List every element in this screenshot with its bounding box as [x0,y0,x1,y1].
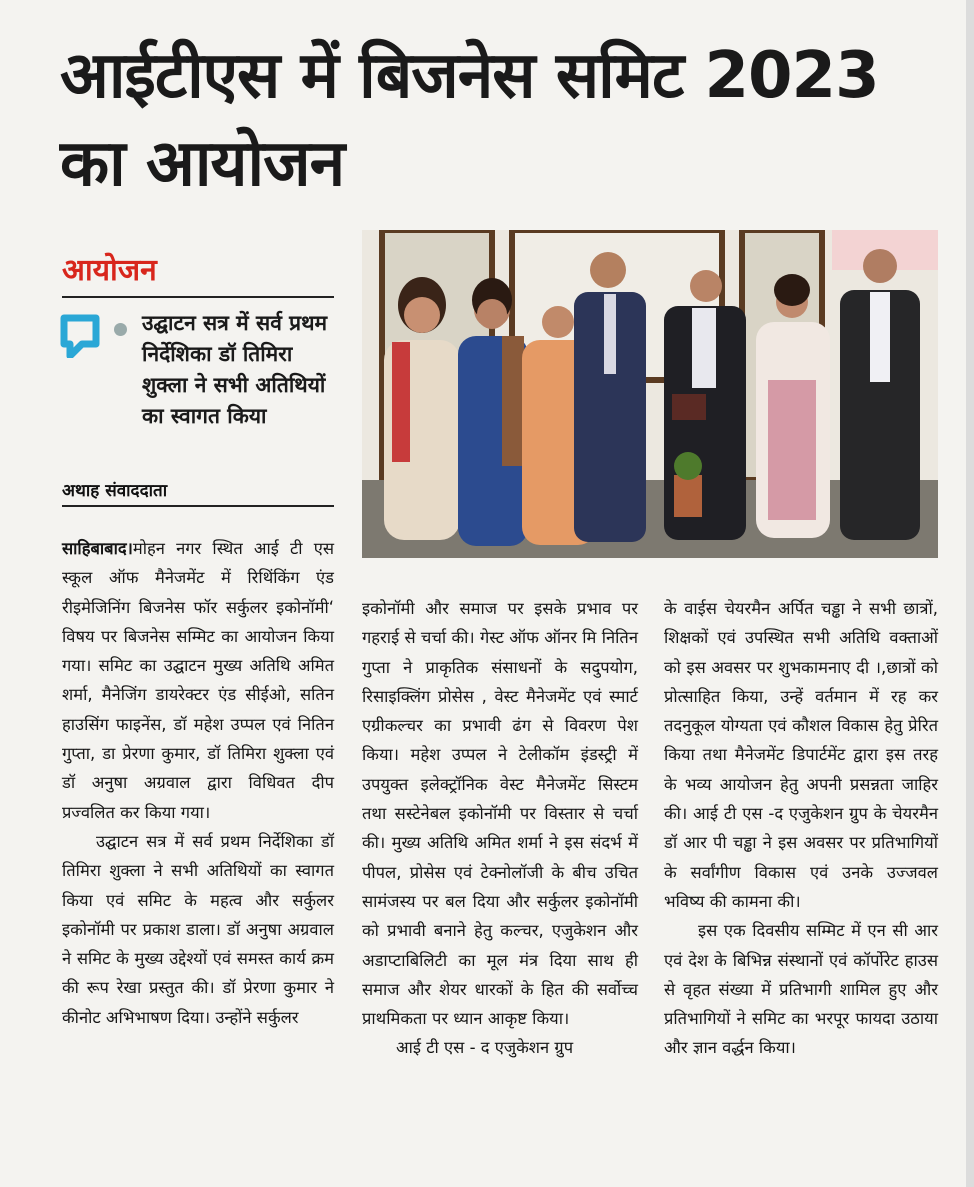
paragraph: उद्घाटन सत्र में सर्व प्रथम निर्देशिका डॉ तिमिरा शुक्ला ने सभी अतिथियों का स्वागत किया एवं समिट के महत्व और सर्कुलर इकोनॉमी पर प्रकाश डाला। डॉ अनुषा अग्रवाल ने समिट के मुख्य उद्देश्यों एवं समस्त कार्य क्रम की रूप रेखा प्रस्तुत की। डॉ प्रेरणा कुमार ने कीनोट अभिभाषण दिया। उन्होंने सर्कुलर [62,831,334,1027]
byline: अथाह संवाददाता [62,481,168,501]
subheadline: उद्घाटन सत्र में सर्व प्रथम निर्देशिका डॉ तिमिरा शुक्ला ने सभी अतिथियों का स्वागत किया [142,311,328,428]
page-edge [966,0,974,1187]
article-column-3 [664,594,938,1063]
category-label: आयोजन [62,253,157,288]
category-rule [62,296,334,298]
group-photo-icon [362,230,938,558]
pin-icon [60,314,100,358]
byline-rule [62,505,334,507]
paragraph: मोहन नगर स्थित आई टी एस स्कूल ऑफ मैनेजमेंट में रिथिंकिंग एंड रीइमेजिनिंग बिजनेस फॉर सर्कुलर इकोनॉमी‘ विषय पर बिजनेस सम्मिट का आयोजन किया गया। समिट का उद्घाटन मुख्य अतिथि अमित शर्मा, मैनेजिंग डायरेक्टर एंड सीईओ, सतिन हाउसिंग फाइनेंस, डॉ महेश उप्पल एवं नितिन गुप्ता, डा प्रेरणा कुमार, डॉ तिमिरा शुक्ला एवं डॉ अनुषा अग्रवाल द्वारा विधिवत दीप प्रज्वलित कर किया गया। [62,539,334,822]
headline: आईटीएस में बिजनेस समिट 2023 का आयोजन [60,39,879,201]
paragraph: इकोनॉमी और समाज पर इसके प्रभाव पर गहराई से चर्चा की। गेस्ट ऑफ ऑनर मि नितिन गुप्ता ने प्राकृतिक संसाधनों के सदुपयोग, रिसाइक्लिंग प्रोसेस , वेस्ट मैनेजमेंट एवं स्मार्ट एग्रीकल्चर का प्रभावी ढंग से विवरण पेश किया। महेश उप्पल ने टेलीकॉम इंडस्ट्री में उपयुक्त इलेक्ट्रॉनिक वेस्ट मैनेजमेंट सिस्टम तथा सस्टेनेबल इकोनॉमी पर विस्तार से चर्चा की। मुख्य अतिथि अमित शर्मा ने इस संदर्भ में पीपल, प्रोसेस एवं टेक्नोलॉजी के बीच उचित सामंजस्य पर बल दिया और सर्कुलर इकोनॉमी को प्रभावी बनाने हेतु कल्चर, एजुकेशन और अडाप्टाबिलिटी का मूल मंत्र दिया साथ ही समाज और शेयर धारकों के हित की सर्वोच्च प्राथमिकता पर ध्यान आकृष्ट किया। [362,599,638,1029]
paragraph: आई टी एस - द एजुकेशन ग्रुप [396,1038,574,1058]
article-column-1 [62,534,334,1032]
paragraph: के वाईस चेयरमैन अर्पित चड्ढा ने सभी छात्रों, शिक्षकों एवं उपस्थित सभी अतिथि वक्ताओं को इस अवसर पर शुभकामनाए दी ।,छात्रों को प्रोत्साहित किया, उन्हें वर्तमान में रह कर तदनुकूल योग्यता एवं कौशल विकास हेतु प्रेरित किया तथा मैनेजमेंट डिपार्टमेंट द्वारा इस तरह के भव्य आयोजन हेतु अपनी प्रसन्नता जाहिर की। आई टी एस -द एजुकेशन ग्रुप के चेयरमैन डॉ आर पी चड्ढा ने इस अवसर पर प्रतिभागियों के सर्वांगीण विकास एवं उनके उज्जवल भविष्य की कामना की। [664,599,938,911]
paragraph: इस एक दिवसीय सम्मिट में एन सी आर एवं देश के बिभिन्न संस्थानों एवं कॉर्पोरेट हाउस से वृहत संख्या में प्रतिभागी शामिल हुए और प्रतिभागियों ने समिट का भरपूर फायदा उठाया और ज्ञान वर्द्धन किया। [664,921,938,1058]
dateline: साहिबाबाद। [62,539,133,558]
bullet-icon [114,323,127,336]
group-photo [362,230,938,558]
article-column-2 [362,594,638,1063]
